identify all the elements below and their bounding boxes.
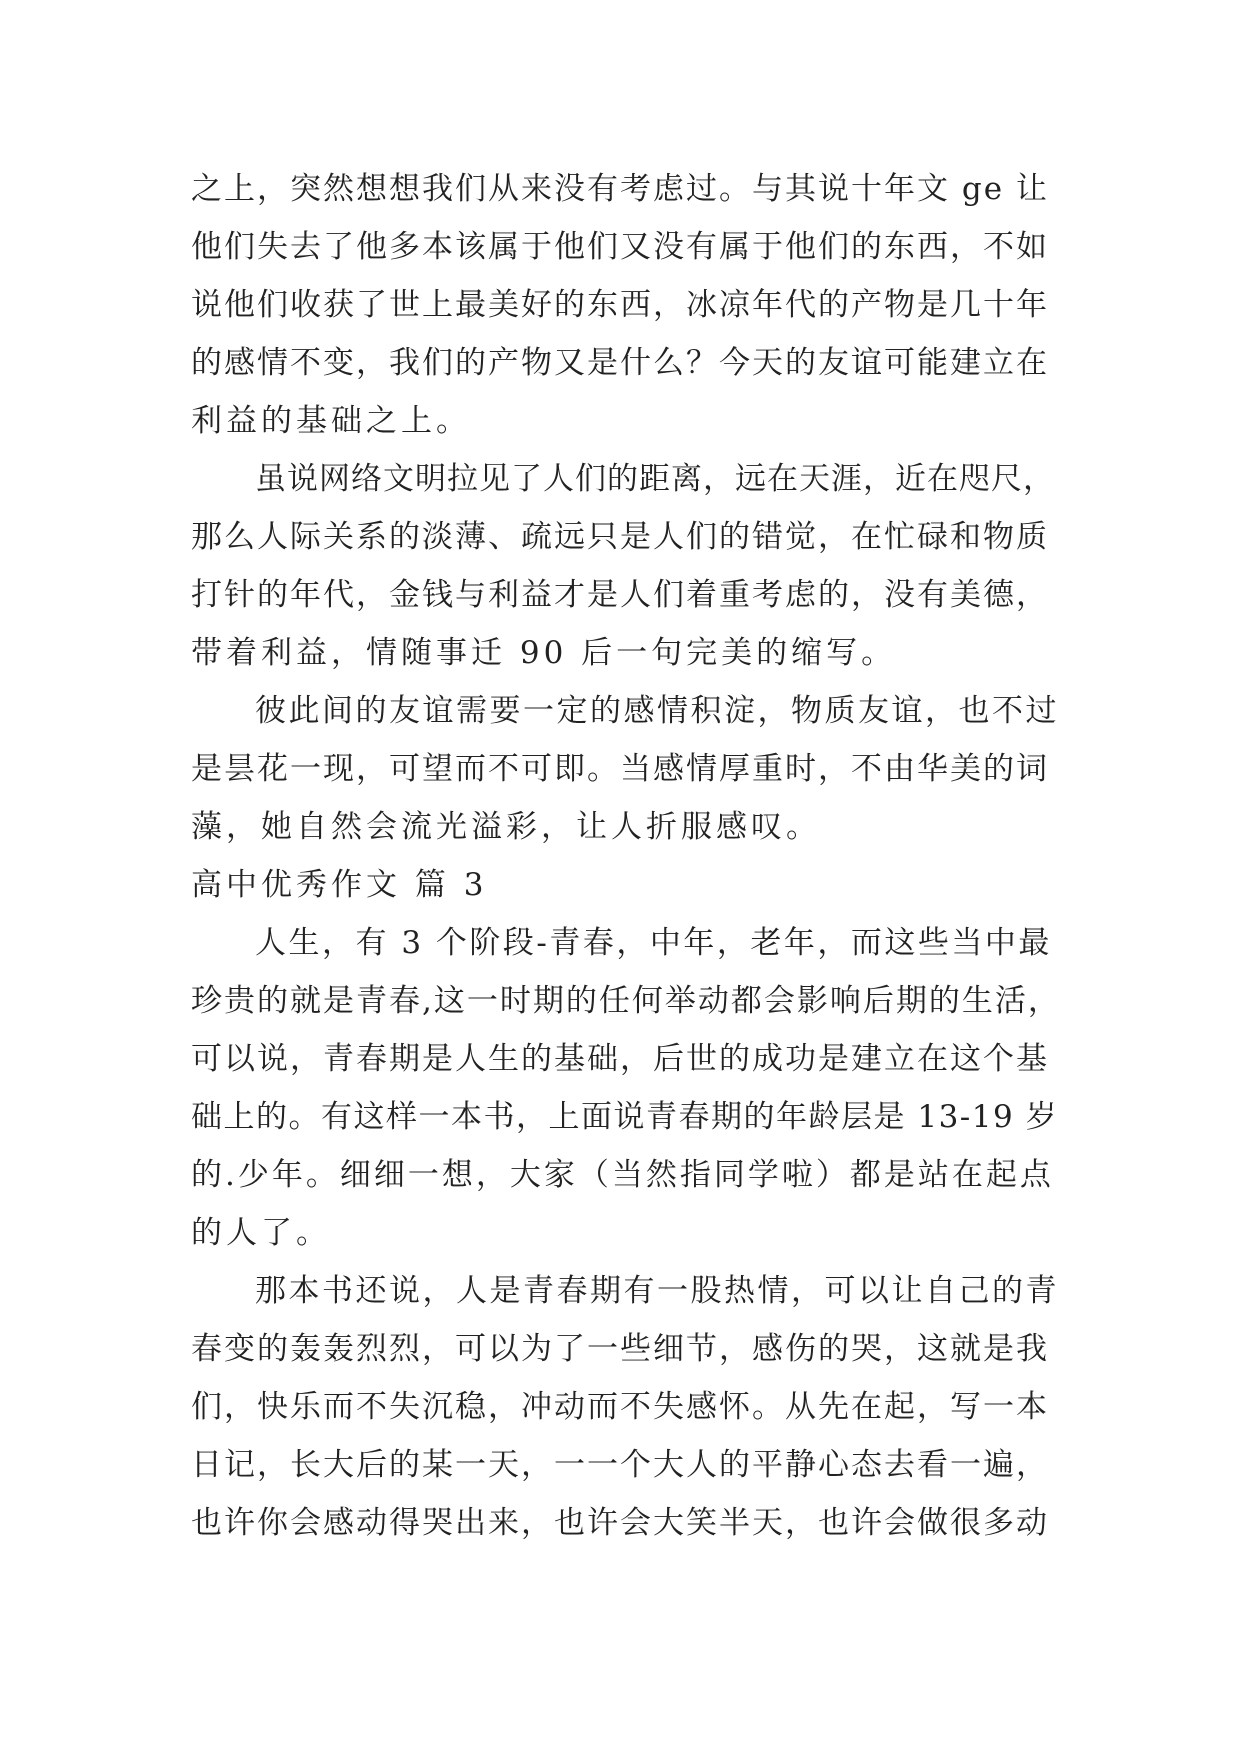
text-line: 那么人际关系的淡薄、疏远只是人们的错觉，在忙碌和物质 xyxy=(191,519,1049,555)
text-line: 他们失去了他多本该属于他们又没有属于他们的东西，不如 xyxy=(191,229,1049,265)
section-heading: 高中优秀作文 篇 3 xyxy=(191,867,488,903)
text-line: 可以说，青春期是人生的基础，后世的成功是建立在这个基 xyxy=(191,1041,1049,1077)
paragraph-1 xyxy=(191,160,1061,450)
text-line: 打针的年代，金钱与利益才是人们着重考虑的，没有美德， xyxy=(191,577,1049,613)
text-line: 那本书还说，人是青春期有一股热情，可以让自己的青 xyxy=(255,1273,1059,1309)
document-body xyxy=(191,160,1061,1552)
text-line: 彼此间的友谊需要一定的感情积淀，物质友谊，也不过 xyxy=(255,693,1059,729)
paragraph-3 xyxy=(191,682,1061,856)
text-line: 也许你会感动得哭出来，也许会大笑半天，也许会做很多动 xyxy=(191,1505,1049,1541)
text-line: 日记，长大后的某一天，一一个大人的平静心态去看一遍， xyxy=(191,1447,1049,1483)
paragraph-5 xyxy=(191,1262,1061,1552)
text-line: 之上，突然想想我们从来没有考虑过。与其说十年文 ge 让 xyxy=(191,171,1049,207)
text-line: 藻，她自然会流光溢彩，让人折服感叹。 xyxy=(191,809,821,845)
paragraph-2 xyxy=(191,450,1061,682)
text-line: 人生，有 3 个阶段-青春，中年，老年，而这些当中最 xyxy=(255,925,1052,961)
text-line: 的人了。 xyxy=(191,1215,331,1251)
text-line: 础上的。有这样一本书，上面说青春期的年龄层是 13-19 岁 xyxy=(191,1099,1059,1135)
text-line: 春变的轰轰烈烈，可以为了一些细节，感伤的哭，这就是我 xyxy=(191,1331,1049,1367)
text-line: 是昙花一现，可望而不可即。当感情厚重时，不由华美的词 xyxy=(191,751,1049,787)
text-line: 利益的基础之上。 xyxy=(191,403,471,439)
text-line: 带着利益，情随事迁 90 后一句完美的缩写。 xyxy=(191,635,897,671)
paragraph-4 xyxy=(191,914,1061,1262)
text-line: 们，快乐而不失沉稳，冲动而不失感怀。从先在起，写一本 xyxy=(191,1389,1049,1425)
text-line: 的感情不变，我们的产物又是什么？今天的友谊可能建立在 xyxy=(191,345,1049,381)
text-line: 说他们收获了世上最美好的东西，冰凉年代的产物是几十年 xyxy=(191,287,1049,323)
text-line: 珍贵的就是青春,这一时期的任何举动都会影响后期的生活， xyxy=(191,983,1061,1019)
text-line: 虽说网络文明拉见了人们的距离，远在天涯，近在咫尺， xyxy=(255,461,1055,497)
text-line: 的.少年。细细一想，大家（当然指同学啦）都是站在起点 xyxy=(191,1157,1054,1193)
